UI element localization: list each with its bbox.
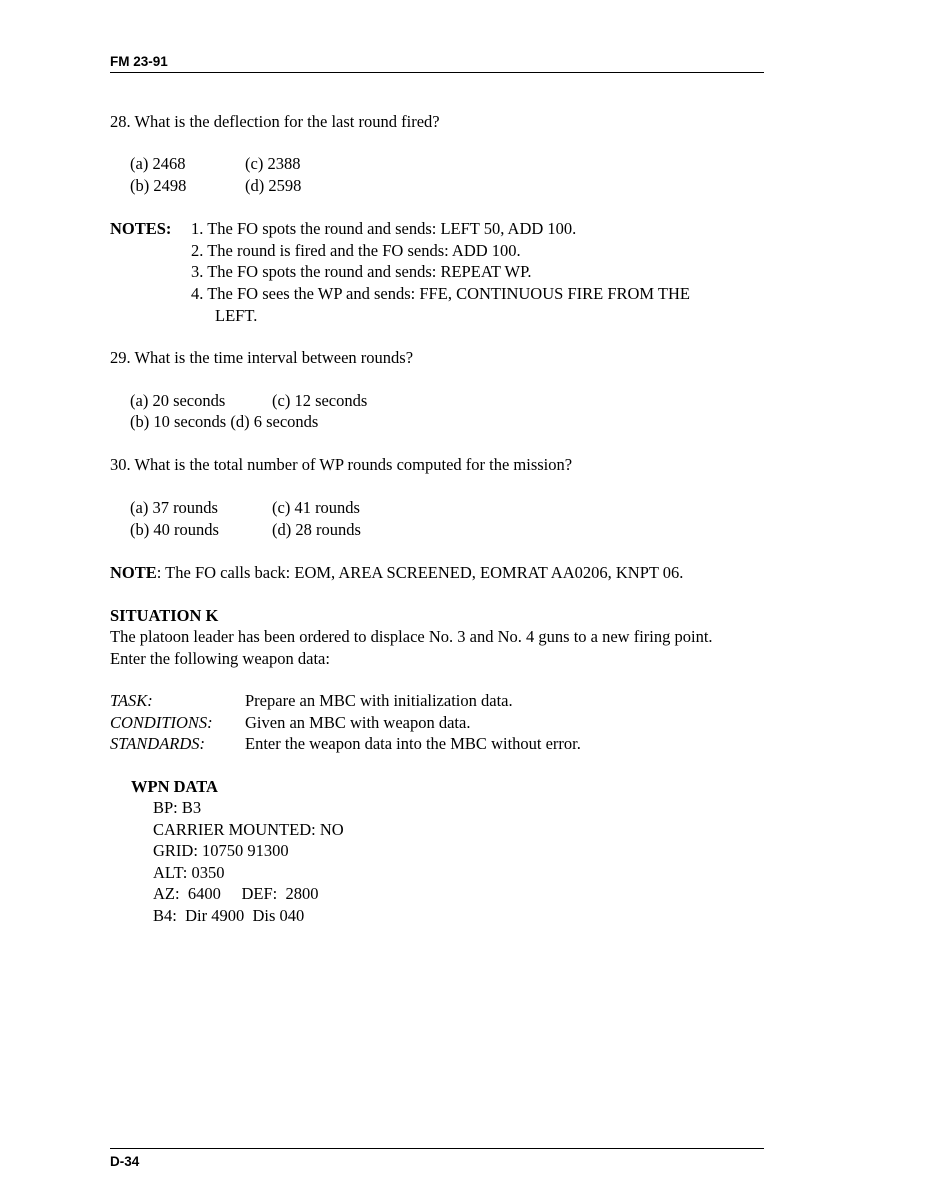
q29-choice-c: (c) 12 seconds xyxy=(272,391,368,410)
q29-choice-b-d: (b) 10 seconds (d) 6 seconds xyxy=(130,412,319,431)
wpn-data-title: WPN DATA xyxy=(131,777,218,796)
conditions-text: Given an MBC with weapon data. xyxy=(245,713,471,732)
q29-question: 29. What is the time interval between rounds? xyxy=(110,348,414,367)
q30-choice-c: (c) 41 rounds xyxy=(272,498,360,517)
wpn-line-alt: ALT: 0350 xyxy=(153,863,225,882)
wpn-line-az-def: AZ: 6400 DEF: 2800 xyxy=(153,884,319,903)
notes-item-2: 2. The round is fired and the FO sends: ADD 100. xyxy=(191,241,521,260)
notes-item-4-continued: LEFT. xyxy=(215,306,258,325)
q30-choice-b: (b) 40 rounds xyxy=(130,520,219,539)
situation-line-2: Enter the following weapon data: xyxy=(110,649,330,668)
standards-text: Enter the weapon data into the MBC without error. xyxy=(245,734,581,753)
note-label: NOTE xyxy=(110,563,157,582)
wpn-line-b4: B4: Dir 4900 Dis 040 xyxy=(153,906,305,925)
note-text: : The FO calls back: EOM, AREA SCREENED, EOMRAT AA0206, KNPT 06. xyxy=(156,563,684,582)
notes-item-4: 4. The FO sees the WP and sends: FFE, CONTINUOUS FIRE FROM THE xyxy=(191,284,690,303)
q28-choice-a: (a) 2468 xyxy=(130,154,186,173)
footer-page-number: D-34 xyxy=(110,1154,140,1169)
task-text: Prepare an MBC with initialization data. xyxy=(245,691,513,710)
wpn-line-bp: BP: B3 xyxy=(153,798,202,817)
q30-choice-d: (d) 28 rounds xyxy=(272,520,361,539)
notes-label: NOTES: xyxy=(110,219,172,238)
standards-label: STANDARDS: xyxy=(110,734,206,753)
notes-item-1: 1. The FO spots the round and sends: LEFT 50, ADD 100. xyxy=(191,219,577,238)
q30-question: 30. What is the total number of WP rounds computed for the mission? xyxy=(110,455,573,474)
q28-choice-b: (b) 2498 xyxy=(130,176,187,195)
header-rule xyxy=(110,72,764,73)
notes-item-3: 3. The FO spots the round and sends: REPEAT WP. xyxy=(191,262,532,281)
situation-title: SITUATION K xyxy=(110,606,219,625)
footer-rule xyxy=(110,1148,764,1149)
q29-choice-a: (a) 20 seconds xyxy=(130,391,226,410)
q30-choice-a: (a) 37 rounds xyxy=(130,498,218,517)
note-line xyxy=(110,563,683,583)
conditions-label: CONDITIONS: xyxy=(110,713,213,732)
wpn-line-grid: GRID: 10750 91300 xyxy=(153,841,289,860)
situation-line-1: The platoon leader has been ordered to displace No. 3 and No. 4 guns to a new firing point. xyxy=(110,627,713,646)
q28-choice-d: (d) 2598 xyxy=(245,176,302,195)
q28-question: 28. What is the deflection for the last round fired? xyxy=(110,112,440,131)
wpn-line-carrier: CARRIER MOUNTED: NO xyxy=(153,820,344,839)
task-label: TASK: xyxy=(110,691,153,710)
q28-choice-c: (c) 2388 xyxy=(245,154,301,173)
header-doc-id: FM 23-91 xyxy=(110,54,168,69)
